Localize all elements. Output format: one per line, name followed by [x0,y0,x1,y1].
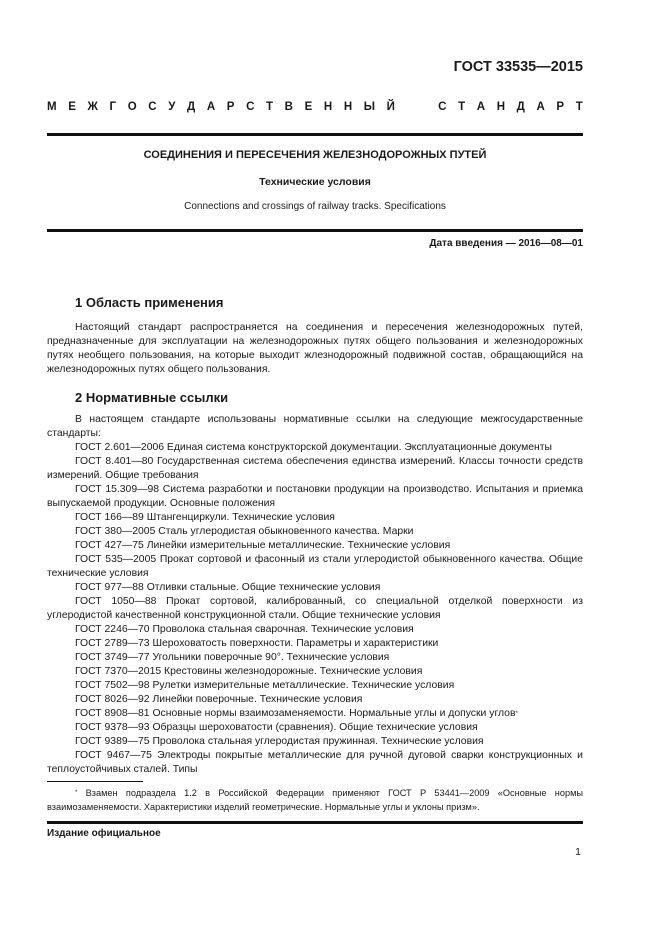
effective-date: Дата введения — 2016—08—01 [429,238,583,249]
category-letter: А [206,101,216,113]
reference-text: ГОСТ 7370—2015 Крестовины железнодорожные. Технические условия [75,666,423,677]
category-letter: Ы [363,101,376,113]
reference-text: ГОСТ 535—2005 Прокат сортовой и фасонный из стали углеродистой обыкновенного качества. Общие технические условия [47,554,583,579]
reference-item [47,679,583,693]
category-letter: Н [343,101,353,113]
footnote-marker: * [75,790,78,796]
reference-item [47,525,583,539]
category-letter: Е [304,101,313,113]
category-letter: Н [496,101,506,113]
reference-item [47,693,583,707]
footnote-text: Взамен подраздела 1.2 в Российской Федерации применяют ГОСТ Р 53441—2009 «Основные нормы взаимозаменяемости. Характеристики изделий геометрические. Нормальные углы и уклоны призм». [47,788,583,812]
reference-text: ГОСТ 8026—92 Линейки поверочные. Технические условия [75,694,363,705]
reference-text: ГОСТ 1050—88 Прокат сортовой, калиброванный, со специальной отделкой поверхности из углеродистой качественной конструкционной стали. Общие технические условия [47,596,583,621]
divider [47,133,583,136]
document-number: ГОСТ 33535—2015 [453,59,583,75]
standard-category [47,101,583,113]
reference-text: ГОСТ 166—89 Штангенциркули. Технические условия [75,512,335,523]
footnote-divider [47,781,143,782]
category-letter: Д [187,101,196,113]
reference-text: ГОСТ 7502—98 Рулетки измерительные металлические. Технические условия [75,680,455,691]
reference-item [47,455,583,483]
section-1-heading: 1 Область применения [75,295,224,310]
paragraph: В настоящем стандарте использованы нормативные ссылки на следующие межгосударственные стандарты: [47,414,583,439]
category-letter: Г [109,101,117,113]
category-letter: В [284,101,293,113]
category-letter: О [127,101,137,113]
reference-item [47,707,583,721]
category-letter: Т [458,101,466,113]
reference-item [47,441,583,455]
reference-text: ГОСТ 2246—70 Проволока стальная сварочная. Технические условия [75,624,414,635]
english-title: Connections and crossings of railway tracks. Specifications [184,201,446,212]
reference-item [47,749,583,777]
reference-text: ГОСТ 15.309—98 Система разработки и постановки продукции на производство. Испытания и приемка выпускаемой продукции. Основные положения [47,484,583,509]
reference-text: ГОСТ 8.401—80 Государственная система обеспечения единства измерений. Классы точности средств измерений. Общие требования [47,456,583,481]
document-subtitle: Технические условия [259,176,371,188]
category-letter: Д [516,101,525,113]
footnote-marker: * [515,711,518,717]
reference-text: ГОСТ 8908—81 Основные нормы взаимозаменяемости. Нормальные углы и допуски углов [75,708,516,719]
reference-text: ГОСТ 2.601—2006 Единая система конструкторской документации. Эксплуатационные документы [75,442,553,453]
reference-item [47,581,583,595]
reference-text: ГОСТ 427—75 Линейки измерительные металлические. Технические условия [75,540,451,551]
category-letter: Т [575,101,583,113]
reference-text: ГОСТ 2789—73 Шероховатость поверхности. Параметры и характеристики [75,638,439,649]
category-letter: Ж [87,101,98,113]
category-letter: Т [266,101,274,113]
section-2-heading: 2 Нормативные ссылки [75,390,229,405]
edition-label: Издание официальное [47,828,161,839]
category-letter: М [47,101,57,113]
page-number: 1 [575,846,581,858]
reference-text: ГОСТ 9378—93 Образцы шероховатости (сравнения). Общие технические условия [75,722,478,733]
reference-item [47,553,583,581]
reference-text: ГОСТ 977—88 Отливки стальные. Общие технические условия [75,582,381,593]
reference-text: ГОСТ 380—2005 Сталь углеродистая обыкновенного качества. Марки [75,526,414,537]
reference-item [47,665,583,679]
reference-item [47,483,583,511]
divider [47,821,583,824]
category-letter: С [246,101,255,113]
reference-text: ГОСТ 3749—77 Угольники поверочные 90°. Технические условия [75,652,390,663]
reference-item [47,623,583,637]
reference-item [47,595,583,623]
category-letter: Е [68,101,76,113]
reference-item [47,511,583,525]
reference-item [47,637,583,651]
category-letter: А [536,101,545,113]
paragraph: Настоящий стандарт распространяется на соединения и пересечения железнодорожных путей, предназначенные для эксплуатации на железнодорожных путях общего пользования и железнодорожных путях необщего пользования, на которые выходит жлезнодорожный подвижной состав, обращающийся на железнодорожных путях общего пользования. [47,322,583,375]
category-letter: У [168,101,176,113]
letter-gap [407,101,427,113]
section-1-body [47,321,583,377]
category-letter: Р [556,101,565,113]
category-letter: Й [386,101,395,113]
reference-item [47,735,583,749]
category-letter: С [148,101,157,113]
reference-item [47,651,583,665]
reference-item [47,539,583,553]
section-2-body [47,413,583,777]
category-letter: А [476,101,486,113]
reference-text: ГОСТ 9389—75 Проволока стальная углеродистая пружинная. Технические условия [75,736,484,747]
category-letter: Н [323,101,333,113]
reference-item [47,721,583,735]
category-letter: Р [226,101,235,113]
footnote [47,786,583,814]
divider [47,229,583,232]
document-title: СОЕДИНЕНИЯ И ПЕРЕСЕЧЕНИЯ ЖЕЛЕЗНОДОРОЖНЫХ ПУТЕЙ [143,149,487,161]
reference-text: ГОСТ 9467—75 Электроды покрытые металлические для ручной дуговой сварки конструкционных и теплоустойчивых сталей. Типы [47,750,583,775]
category-letter: С [438,101,447,113]
